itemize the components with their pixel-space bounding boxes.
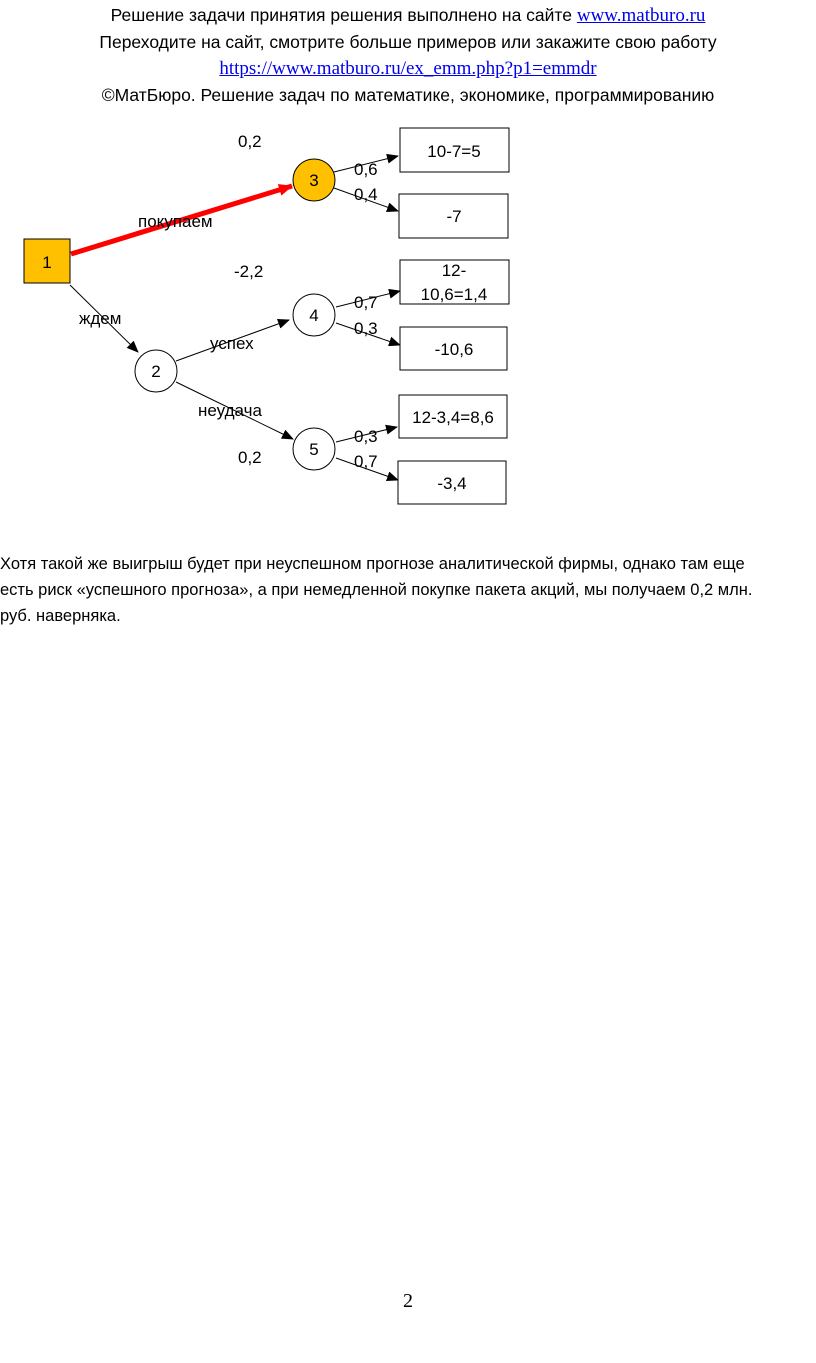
outcome-5a: 12-3,4=8,6 xyxy=(412,408,494,427)
example-link[interactable]: https://www.matburo.ru/ex_emm.php?p1=emmdr xyxy=(219,58,597,79)
matburo-link[interactable]: www.matburo.ru xyxy=(576,5,706,26)
header-line-4: ©МатБюро. Решение задач по математике, экономике, программированию xyxy=(101,85,715,105)
prob-5b: 0,7 xyxy=(354,452,378,471)
decision-node-1-label: 1 xyxy=(42,253,52,272)
branch-label-buy: покупаем xyxy=(138,212,213,231)
branch-label-success: успех xyxy=(210,334,254,353)
chance-node-4-label: 4 xyxy=(309,306,319,325)
outcome-5b: -3,4 xyxy=(437,474,467,493)
chance-node-5-label: 5 xyxy=(309,440,319,459)
prob-3a: 0,6 xyxy=(354,160,378,179)
decision-tree-diagram xyxy=(0,110,816,520)
header-line-1-text: Решение задачи принятия решения выполнено на сайте xyxy=(110,5,577,25)
header-line-3 xyxy=(0,55,816,82)
prob-4b: 0,3 xyxy=(354,319,378,338)
outcome-4a-line-2: 10,6=1,4 xyxy=(420,285,488,304)
conclusion-paragraph xyxy=(0,551,816,629)
node-value-4: -2,2 xyxy=(234,262,264,281)
outcome-3a: 10-7=5 xyxy=(427,142,481,161)
paragraph-line-2: есть риск «успешного прогноза», а при немедленной покупке пакета акций, мы получаем 0,2 млн. xyxy=(0,581,753,599)
outcome-4b: -10,6 xyxy=(434,340,474,359)
chance-node-3-label: 3 xyxy=(309,171,319,190)
header-line-2: Переходите на сайт, смотрите больше примеров или закажите свою работу xyxy=(99,32,717,52)
paragraph-line-1: Хотя такой же выигрыш будет при неуспешном прогнозе аналитической фирмы, однако там еще xyxy=(0,555,745,573)
prob-3b: 0,4 xyxy=(354,185,378,204)
node-value-3: 0,2 xyxy=(238,132,262,151)
page-number: 2 xyxy=(403,1290,413,1312)
chance-node-2-label: 2 xyxy=(151,362,161,381)
header-line-1 xyxy=(0,2,816,29)
page-header xyxy=(0,2,816,108)
outcome-3b: -7 xyxy=(446,207,462,226)
paragraph-line-3: руб. наверняка. xyxy=(0,607,121,625)
prob-4a: 0,7 xyxy=(354,293,378,312)
outcome-4a-line-1: 12- xyxy=(441,261,467,280)
node-value-5: 0,2 xyxy=(238,448,262,467)
prob-5a: 0,3 xyxy=(354,427,378,446)
branch-label-failure: неудача xyxy=(198,401,262,420)
branch-label-wait: ждем xyxy=(79,309,122,328)
